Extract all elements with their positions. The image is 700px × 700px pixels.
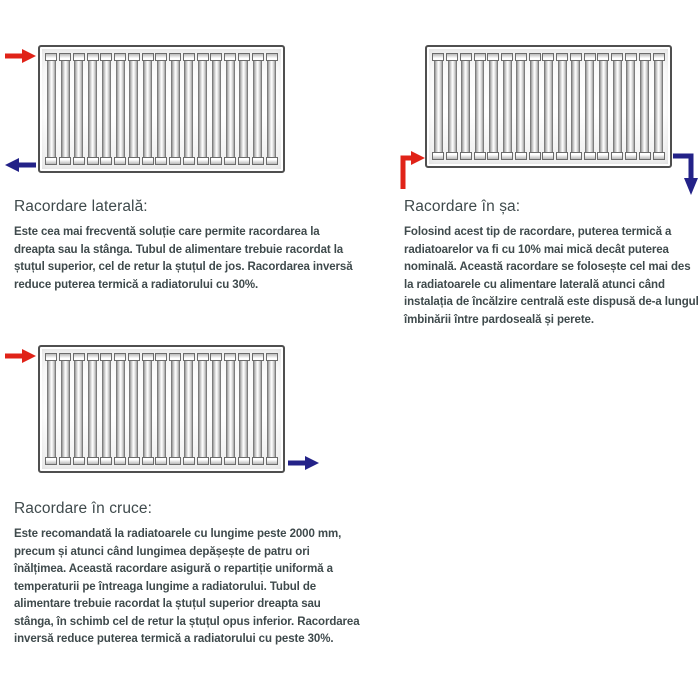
radiator-fin (251, 53, 264, 165)
radiator-fin (432, 53, 445, 160)
radiator-fin (611, 53, 624, 160)
radiator-fin (155, 53, 168, 165)
radiator-fin (501, 53, 514, 160)
radiator-fin (114, 353, 127, 465)
radiator-fin (583, 53, 596, 160)
supply-arrow-up-right-icon (399, 147, 425, 189)
radiator-fin (224, 353, 237, 465)
radiator-fin (182, 353, 195, 465)
radiator-fin (224, 53, 237, 165)
supply-arrow-right-icon (5, 48, 36, 64)
radiator-fin (72, 53, 85, 165)
radiator-fin (446, 53, 459, 160)
radiator-fin (459, 53, 472, 160)
radiator-fin (652, 53, 665, 160)
radiator-fin (100, 353, 113, 465)
radiator-fin (196, 53, 209, 165)
radiator-fin (473, 53, 486, 160)
radiator-fin (182, 53, 195, 165)
radiator-fin (86, 353, 99, 465)
radiator-fin (542, 53, 555, 160)
radiator-fin (624, 53, 637, 160)
radiator-fin (237, 53, 250, 165)
radiator-fin (114, 53, 127, 165)
return-arrow-right-down-icon (673, 151, 698, 196)
radiator-fin (638, 53, 651, 160)
return-arrow-left-icon (5, 157, 36, 173)
radiator-fin (59, 353, 72, 465)
radiator-diagram-lateral (38, 45, 285, 173)
supply-arrow-right-icon (5, 348, 36, 364)
section-body-lateral: Este cea mai frecventă soluție care permite racordarea la dreapta sau la stânga. Tubul de alimentare trebuie racordat la ștuțul superior, cel de retur la ștuțul de jos. Racordarea inversă reduce puterea termică a radiatorului cu 30%. (14, 226, 353, 291)
radiator-fin (237, 353, 250, 465)
radiator-fin (155, 353, 168, 465)
radiator-fin (141, 353, 154, 465)
radiator-fin (556, 53, 569, 160)
radiator-fin (127, 353, 140, 465)
radiator-fin (265, 353, 278, 465)
radiator-diagram-cruce (38, 345, 285, 473)
section-title-lateral: Racordare laterală: (14, 198, 148, 215)
radiator-fin (45, 53, 58, 165)
radiator-fin (487, 53, 500, 160)
radiator-fin (45, 353, 58, 465)
radiator-fin (100, 53, 113, 165)
radiator-fin (196, 353, 209, 465)
radiator-fin (141, 53, 154, 165)
radiator-fin (251, 353, 264, 465)
section-body-sa: Folosind acest tip de racordare, puterea termică a radiatoarelor va fi cu 10% mai mică decât puterea nominală. Această racordare se folosește cel mai des la radiatoarele cu alimentare laterală atunci când instalația de încălzire centrală este dispusă de-a lungul îmbinării între pardoseală și perete. (404, 226, 699, 326)
radiator-diagram-sa (425, 45, 672, 168)
radiator-fin (597, 53, 610, 160)
radiator-fin (86, 53, 99, 165)
section-title-sa: Racordare în șa: (404, 198, 521, 215)
radiator-fin (210, 353, 223, 465)
section-sa (404, 198, 699, 329)
radiator-fin (169, 353, 182, 465)
radiator-fin (569, 53, 582, 160)
radiator-fin (514, 53, 527, 160)
radiator-fin (169, 53, 182, 165)
section-body-cruce: Este recomandată la radiatoarele cu lungime peste 2000 mm, precum și atunci când lungimea depășește de patru ori înălțimea. Această racordare asigură o repartiție uniformă a temperaturii pe întreaga lungime a radiatorului. Tubul de alimentare trebuie racordat la ștuțul superior dreapta sau stânga, în schimb cel de retur la ștuțul opus inferior. Racordarea inversă reduce puterea termică a radiatorului cu peste 30%. (14, 528, 360, 645)
section-lateral (14, 198, 362, 294)
radiator-fin (210, 53, 223, 165)
radiator-fin (72, 353, 85, 465)
section-title-cruce: Racordare în cruce: (14, 500, 153, 517)
radiator-fin (59, 53, 72, 165)
radiator-fin (528, 53, 541, 160)
section-cruce (14, 500, 362, 649)
return-arrow-right-icon (288, 455, 319, 471)
radiator-fin (265, 53, 278, 165)
radiator-fin (127, 53, 140, 165)
